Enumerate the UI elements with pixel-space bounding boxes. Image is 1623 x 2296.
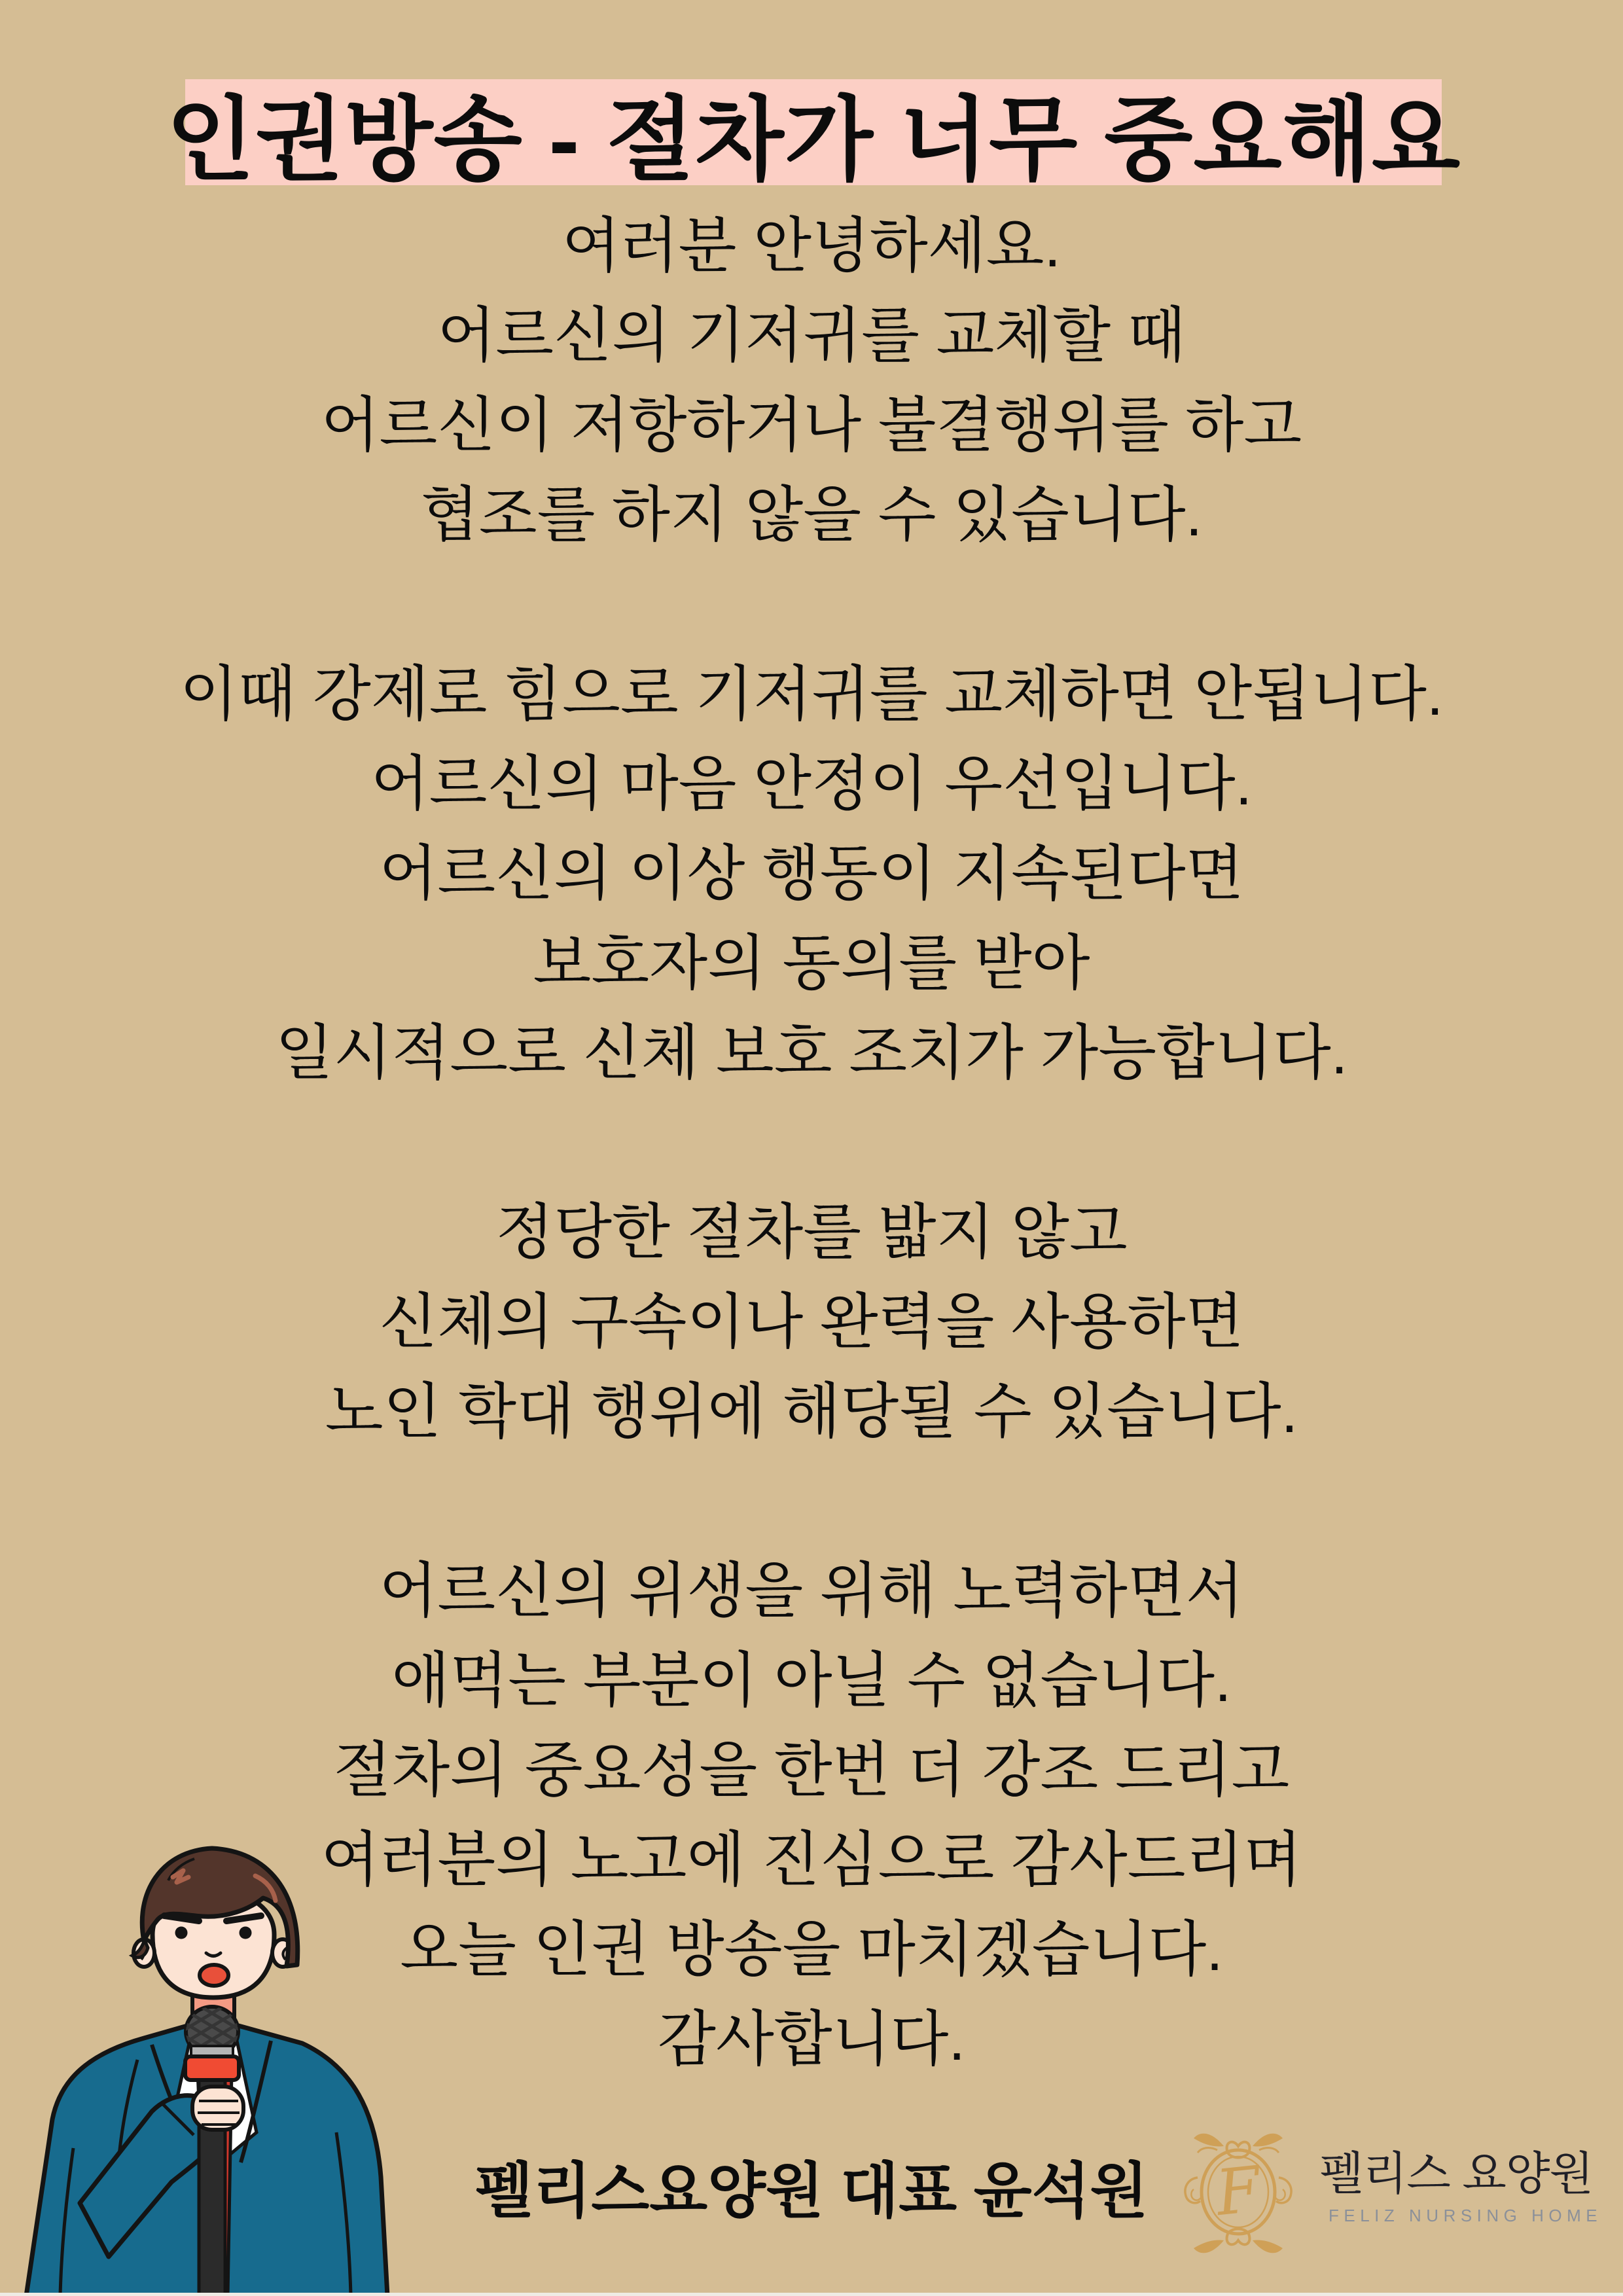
signature-line: 펠리스요양원 대표 윤석원 xyxy=(474,2158,1149,2225)
monogram-letter: F xyxy=(1212,2152,1264,2231)
paragraph-3 xyxy=(0,1188,1623,1457)
body-line: 어르신이 저항하거나 불결행위를 하고 xyxy=(321,392,1302,459)
body-line: 어르신의 기저귀를 교체할 때 xyxy=(437,302,1186,369)
body-line: 정당한 절차를 밟지 않고 xyxy=(495,1199,1128,1266)
page-title-text: 인권방송 - 절차가 너무 중요해요 xyxy=(166,88,1461,191)
body-line: 신체의 구속이나 완력을 사용하면 xyxy=(379,1289,1244,1355)
paragraph-1 xyxy=(0,202,1623,560)
body-line: 이때 강제로 힘으로 기저귀를 교체하면 안됩니다. xyxy=(179,661,1444,728)
body-line: 어르신의 위생을 위해 노력하면서 xyxy=(379,1558,1244,1624)
page-title xyxy=(166,79,1461,191)
body-line: 애먹는 부분이 아닐 수 없습니다. xyxy=(391,1647,1232,1714)
body-line: 절차의 중요성을 한번 더 강조 드리고 xyxy=(333,1737,1290,1804)
paragraph-2 xyxy=(0,650,1623,1098)
body-line: 어르신의 마음 안정이 우선입니다. xyxy=(370,751,1253,817)
body-text xyxy=(0,202,1623,2085)
logo-name-english: FELIZ NURSING HOME xyxy=(1329,2206,1603,2225)
body-line: 일시적으로 신체 보호 조치가 가능합니다. xyxy=(275,1020,1348,1086)
body-line: 여러분의 노고에 진심으로 감사드리며 xyxy=(321,1827,1302,1893)
body-line: 협조를 하지 않을 수 있습니다. xyxy=(420,482,1203,548)
logo-name-korean: 펠리스 요양원 xyxy=(1319,2148,1594,2199)
body-line: 보호자의 동의를 받아 xyxy=(533,930,1090,997)
reporter-with-microphone-illustration xyxy=(0,1837,402,2296)
page-bottom-edge xyxy=(0,2293,1623,2296)
body-line: 어르신의 이상 행동이 지속된다면 xyxy=(379,840,1244,907)
body-line: 여러분 안녕하세요. xyxy=(562,213,1061,279)
body-line: 노인 학대 행위에 해당될 수 있습니다. xyxy=(325,1378,1298,1445)
body-line: 오늘 인권 방송을 마치겠습니다. xyxy=(400,1916,1223,1983)
feliz-monogram-icon xyxy=(1171,2126,1306,2260)
body-line: 감사합니다. xyxy=(658,2006,965,2073)
